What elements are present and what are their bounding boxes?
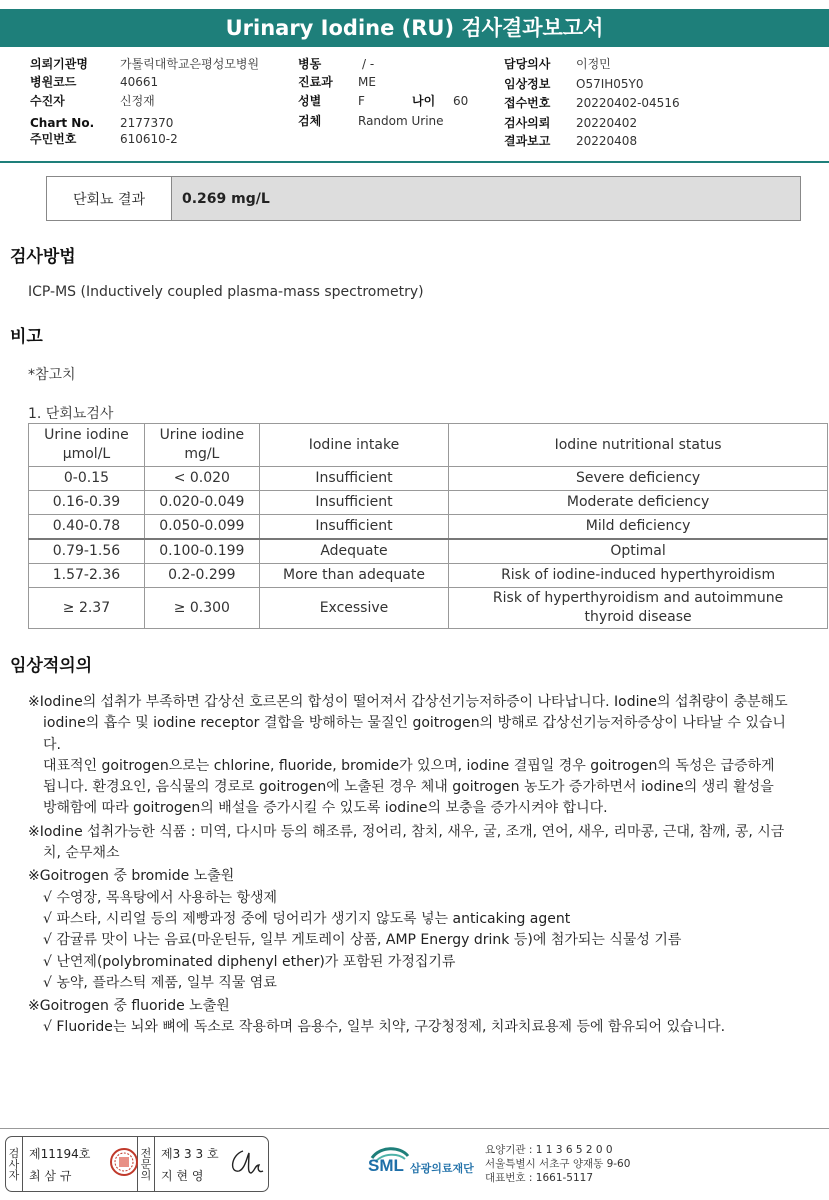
cell-status: Mild deficiency [449,515,828,540]
header-intake: Iodine intake [259,424,448,467]
report-title: Urinary Iodine (RU) 검사결과보고서 [0,9,829,47]
header-status: Iodine nutritional status [449,424,828,467]
lab-address: 서울특별시 서초구 양재동 9-60 [485,1158,631,1170]
field-value: 40661 [120,75,159,89]
table-row [29,564,828,588]
table-row [29,515,828,540]
field-value: 610610-2 [120,132,178,146]
cell-umol: 1.57-2.36 [29,564,145,588]
method-heading: 검사방법 [10,247,76,267]
field-label: 검체 [298,114,322,128]
field-value: ME [358,75,376,89]
field-value: 60 [453,94,469,108]
result-value: 0.269 mg/L [172,177,800,220]
field-label: 접수번호 [504,96,551,110]
clinical-paragraph: ※Goitrogen 중 fluoride 노출원 [28,998,230,1015]
field-value: 2177370 [120,116,174,130]
field-label: 병원코드 [30,75,77,89]
table-row [29,539,828,564]
examiner-cell [23,1137,138,1191]
table-title: 1. 단회뇨검사 [28,406,114,422]
field-value: / - [362,57,375,71]
reference-note: *참고치 [28,367,76,383]
lab-phone: 대표번호 : 1661-5117 [485,1172,594,1184]
cell-mg: 0.2-0.299 [144,564,259,588]
field-label: 나이 [412,94,436,108]
examiner-license: 제11194호 [29,1147,91,1161]
remarks-heading: 비고 [10,327,43,347]
lab-code: 요양기관 : 1 1 3 6 5 2 0 0 [485,1144,613,1156]
cell-mg: 0.020-0.049 [144,491,259,515]
reviewer-license: 제3 3 3 호 [161,1147,219,1161]
cell-umol: ≥ 2.37 [29,588,145,629]
cell-mg: 0.100-0.199 [144,539,259,564]
field-value: 가톨릭대학교은평성모병원 [120,57,260,71]
table-row [29,467,828,491]
cell-umol: 0.40-0.78 [29,515,145,540]
field-label: 진료과 [298,75,333,89]
logo-mark: SML [368,1156,404,1175]
examiner-label: 검 사 자 [6,1137,23,1191]
organization-name: 삼광의료재단 [410,1162,474,1175]
field-value: 20220402-04516 [576,96,680,110]
cell-status: Severe deficiency [449,467,828,491]
table-header-row [29,424,828,467]
reviewer-label: 전 문 의 [138,1137,155,1191]
reviewer-cell [155,1137,267,1191]
field-value: F [358,94,365,108]
field-label: 주민번호 [30,132,77,146]
cell-intake: Insufficient [259,491,448,515]
field-label: 담당의사 [504,57,551,71]
field-value: 20220402 [576,116,638,130]
clinical-text [28,692,788,1039]
field-value: 20220408 [576,134,638,148]
signature-box [5,1136,269,1192]
cell-umol: 0.16-0.39 [29,491,145,515]
seal-icon [109,1147,139,1177]
clinical-paragraph: ※Iodine의 섭취가 부족하면 갑상선 호르몬의 합성이 떨어져서 갑상선기능저하증이 나타납니다. Iodine의 섭취량이 충분해도 iodine의 흡수 및 iodine receptor 결합을 방해하는 물질인 goitrogen의 방해로 갑상선기능저하증상이 나타날 수 있습니다. [28,694,788,753]
field-value: 신정재 [120,94,155,108]
cell-mg: ≥ 0.300 [144,588,259,629]
table-row [29,491,828,515]
field-label: 수진자 [30,94,65,108]
field-value: O57IH05Y0 [576,77,644,91]
clinical-heading: 임상적의의 [10,656,93,676]
cell-umol: 0-0.15 [29,467,145,491]
result-label: 단회뇨 결과 [47,177,172,220]
cell-umol: 0.79-1.56 [29,539,145,564]
method-text: ICP-MS (Inductively coupled plasma-mass spectrometry) [28,284,424,300]
signature-icon [225,1143,265,1181]
clinical-paragraph: 대표적인 goitrogen으로는 chlorine, fluoride, bromide가 있으며, iodine 결핍일 경우 goitrogen의 독성은 급증하게 됩니다. 환경요인, 음식물의 경로로 goitrogen에 노출된 경우 체내 goitrogen 농도가 증가하면서 iodine의 생리 활성을 방해함에 따라 goitrogen의 배설을 증가시킬 수 있도록 iodine의 보충을 증가시켜야 합니다. [43,757,775,817]
cell-status: Risk of iodine-induced hyperthyroidism [449,564,828,588]
sml-logo [368,1144,480,1180]
field-label: 의뢰기관명 [30,57,88,71]
field-label: 임상정보 [504,77,551,91]
cell-intake: Insufficient [259,515,448,540]
list-item: √ 수영장, 목욕탕에서 사용하는 항생제 [43,889,278,906]
field-label: 결과보고 [504,134,551,148]
field-value: 이정민 [576,57,611,71]
list-item: √ 농약, 플라스틱 제품, 일부 직물 염료 [43,974,277,991]
field-label: Chart No. [30,116,95,130]
cell-intake: Insufficient [259,467,448,491]
field-institution [30,56,88,72]
examiner-name: 최 삼 규 [29,1169,72,1183]
header-divider [0,161,829,163]
cell-mg: < 0.020 [144,467,259,491]
header-umol: Urine iodine μmol/L [29,424,145,467]
field-label: 성별 [298,94,322,108]
header-mg: Urine iodine mg/L [144,424,259,467]
cell-intake: Excessive [259,588,448,629]
clinical-paragraph: ※Goitrogen 중 bromide 노출원 [28,868,235,885]
list-item: √ 난연제(polybrominated diphenyl ether)가 포함된 가정집기류 [43,953,456,970]
field-label: 병동 [298,57,322,71]
field-label: 검사의뢰 [504,116,551,130]
cell-intake: Adequate [259,539,448,564]
clinical-paragraph: ※Iodine 섭취가능한 식품 : 미역, 다시마 등의 해조류, 정어리, 참치, 새우, 굴, 조개, 연어, 새우, 리마콩, 근대, 참깨, 콩, 시금치, 순무채소 [28,823,785,862]
footer-divider [0,1128,829,1129]
table-row [29,588,828,629]
cell-mg: 0.050-0.099 [144,515,259,540]
reference-table [28,423,828,629]
field-value: Random Urine [358,114,444,128]
result-summary [46,176,801,221]
cell-status: Optimal [449,539,828,564]
reviewer-name: 지 현 영 [161,1169,204,1183]
cell-intake: More than adequate [259,564,448,588]
cell-status: Risk of hyperthyroidism and autoimmune thyroid disease [449,588,828,629]
list-item: √ 파스타, 시리얼 등의 제빵과정 중에 덩어리가 생기지 않도록 넣는 anticaking agent [43,910,571,927]
lab-info [485,1143,630,1185]
list-item: √ 감귤류 맛이 나는 음료(마운틴듀, 일부 게토레이 상품, AMP Energy drink 등)에 첨가되는 식물성 기름 [43,932,682,949]
cell-status: Moderate deficiency [449,491,828,515]
list-item: √ Fluoride는 뇌와 뼈에 독소로 작용하며 음용수, 일부 치약, 구강청정제, 치과치료용제 등에 함유되어 있습니다. [43,1019,726,1036]
